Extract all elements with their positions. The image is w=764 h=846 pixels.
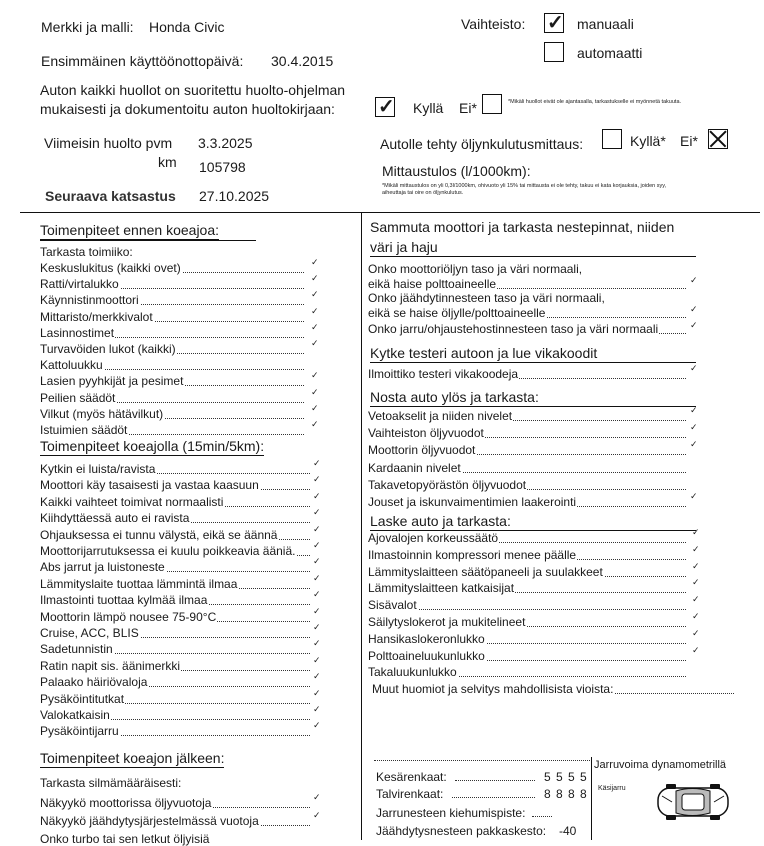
after-subtitle: Tarkasta silmämääräisesti: — [40, 776, 182, 790]
check-mark: ✓ — [313, 704, 321, 714]
check-mark: ✓ — [313, 792, 321, 802]
lower-row — [368, 548, 686, 563]
service-question-line2: mukaisesti ja dokumentoitu auton huoltokirjaan: — [40, 101, 335, 117]
section-engine-fluids-title-1: Sammuta moottori ja tarkasta nestepinnat, niiden — [370, 219, 675, 235]
check-mark: ✓ — [692, 527, 700, 537]
check-mark: ✓ — [313, 671, 321, 682]
check-mark: ✓ — [311, 419, 319, 429]
before-item: Keskuslukitus (kaikki ovet) — [40, 261, 181, 275]
check-mark: ✓ — [311, 338, 319, 348]
lower-row — [368, 615, 686, 630]
lift-item: Jouset ja iskunvaimentimien laakerointi — [368, 495, 577, 509]
tester-item: Ilmoittiko testeri vikakoodeja — [368, 367, 519, 381]
check-mark: ✓ — [313, 556, 321, 567]
check-mark: ✓ — [311, 257, 319, 267]
check-mark: ✓ — [313, 720, 321, 731]
lower-row — [368, 531, 686, 546]
car-top-view-icon — [652, 782, 734, 822]
lower-item: Takaluukunlukko — [368, 665, 457, 680]
winter-tires-value: 8 8 8 8 — [544, 787, 588, 801]
before-row — [40, 391, 304, 406]
lift-row — [368, 426, 686, 441]
make-model-value: Honda Civic — [149, 19, 225, 35]
engine-row — [368, 322, 686, 337]
gearbox-manual-label: manuaali — [577, 16, 634, 32]
check-mark: ✓ — [313, 589, 321, 600]
during-row — [40, 708, 310, 723]
during-item: Ilmastointi tuottaa kylmää ilmaa — [40, 593, 208, 608]
lower-row — [368, 598, 686, 613]
winter-tires-label: Talvirenkaat: — [376, 787, 444, 801]
before-item: Käynnistinmoottori — [40, 293, 139, 308]
before-row — [40, 277, 304, 292]
section-after-test-drive-title: Toimenpiteet koeajon jälkeen: — [40, 750, 225, 766]
before-item: Turvavöiden lukot (kaikki) — [40, 342, 176, 356]
before-row — [40, 261, 304, 276]
during-row — [40, 544, 310, 559]
title-underline — [370, 406, 696, 407]
service-no-checkbox[interactable] — [482, 94, 502, 114]
during-item: Moottorin lämpö nousee 75-90°C — [40, 609, 217, 624]
during-row — [40, 626, 310, 641]
lower-row — [368, 649, 686, 664]
check-mark: ✓ — [690, 363, 698, 373]
during-item: Ohjauksessa ei tunnu välystä, eikä se äännä — [40, 527, 278, 542]
dotted-line — [532, 816, 552, 817]
check-mark: ✓ — [690, 275, 698, 285]
dyno-divider — [591, 757, 592, 840]
engine-item: Onko moottoriöljyn taso ja väri normaali, — [368, 262, 583, 276]
during-row — [40, 692, 310, 707]
title-underline — [40, 240, 256, 241]
oil-result-label: Mittaustulos (l/1000km): — [382, 163, 531, 179]
check-mark: ✓ — [311, 289, 319, 300]
during-item: Pysäköintijarru — [40, 724, 119, 739]
lower-item: Säilytyslokerot ja mukitelineet — [368, 615, 526, 629]
check-mark: ✓ — [311, 321, 319, 332]
horizontal-divider — [20, 212, 760, 213]
lower-item: Hansikaslokeronlukko — [368, 631, 485, 646]
check-mark: ✓ — [692, 611, 700, 621]
check-mark: ✓ — [311, 402, 319, 413]
check-mark: ✓ — [692, 543, 700, 554]
oil-test-no-label: Ei* — [680, 133, 698, 149]
after-item: Näkyykö moottorissa öljyvuotoja — [40, 796, 212, 810]
during-item: Cruise, ACC, BLIS — [40, 626, 139, 640]
check-mark: ✓ — [311, 273, 319, 284]
during-row — [40, 642, 310, 657]
during-row — [40, 511, 310, 526]
check-mark: ✓ — [692, 644, 700, 655]
service-no-label: Ei* — [459, 100, 477, 116]
dotted-line — [452, 797, 535, 798]
lift-row — [368, 478, 686, 493]
next-inspection-label: Seuraava katsastus — [45, 188, 176, 204]
gearbox-auto-checkbox[interactable] — [544, 42, 564, 62]
lift-row — [368, 443, 686, 458]
before-row — [40, 293, 304, 308]
lower-row — [368, 665, 686, 680]
check-mark: ✓ — [690, 491, 698, 501]
before-item: Kattoluukku — [40, 358, 103, 373]
section-during-test-drive-title: Toimenpiteet koeajolla (15min/5km): — [40, 438, 265, 454]
first-registration-value: 30.4.2015 — [271, 53, 334, 69]
section-engine-fluids-title-2: väri ja haju — [370, 239, 438, 255]
tester-row — [368, 367, 686, 382]
during-row — [40, 659, 310, 674]
oil-test-yes-label: Kyllä* — [630, 133, 666, 149]
summer-tires-value: 5 5 5 5 — [544, 770, 588, 784]
during-item: Moottori käy tasaisesti ja vastaa kaasuun — [40, 478, 259, 493]
service-yes-checkbox[interactable] — [375, 97, 395, 117]
check-mark: ✓ — [690, 304, 698, 314]
before-row — [40, 374, 304, 389]
dyno-title: Jarruvoima dynamometrillä — [594, 759, 727, 771]
remarks-label: Muut huomiot ja selvitys mahdollisista vioista: — [372, 682, 614, 696]
service-note: *Mikäli huollot eivät ole ajantasalla, tarkastukselle ei myönnetä takuuta. — [508, 99, 682, 105]
service-yes-label: Kyllä — [413, 100, 444, 116]
check-mark: ✓ — [313, 490, 321, 501]
check-mark: ✓ — [692, 627, 700, 638]
during-item: Lämmityslaite tuottaa lämmintä ilmaa — [40, 576, 238, 591]
check-mark: ✓ — [313, 654, 321, 665]
engine-item: eikä haise polttoaineelle — [368, 277, 497, 291]
before-row — [40, 310, 304, 325]
lower-item: Ajovalojen korkeussäätö — [368, 531, 499, 545]
during-item: Pysäköintitutkat — [40, 691, 125, 706]
check-mark: ✓ — [313, 507, 321, 518]
lift-item: Takavetopyörästön öljyvuodot — [368, 477, 527, 492]
next-inspection-date: 27.10.2025 — [199, 188, 270, 204]
during-row — [40, 593, 310, 608]
lower-item: Polttoaineluukunlukko — [368, 648, 485, 663]
oil-test-no-checkbox[interactable] — [708, 129, 728, 149]
before-item: Lasien pyyhkijät ja pesimet — [40, 374, 184, 389]
before-item: Istuimien säädöt — [40, 423, 128, 437]
oil-test-label: Autolle tehty öljynkulutusmittaus: — [380, 136, 584, 152]
check-mark: ✓ — [313, 810, 321, 820]
before-row — [40, 358, 304, 373]
oil-note: *Mikäli mittaustulos on yli 0,3l/1000km, ohivuoto yli 15% tai mittausta ei ole tehty, takuu ei kata korjauksia, joiden syy, aiheuttaja tai oire on öljynkulutus. — [382, 183, 667, 196]
during-item: Kaikki vaihteet toimivat normaalisti — [40, 494, 224, 509]
during-row — [40, 560, 310, 575]
check-mark: ✓ — [313, 605, 321, 616]
gearbox-label: Vaihteisto: — [461, 16, 526, 32]
engine-item: Onko jarru/ohjaustehostinnesteen taso ja väri normaali — [368, 322, 659, 336]
check-mark: ✓ — [690, 422, 698, 433]
before-row — [40, 342, 304, 357]
during-item: Palaako häiriövaloja — [40, 675, 148, 690]
check-mark: ✓ — [313, 687, 321, 698]
title-underline — [370, 256, 696, 257]
lift-row — [368, 461, 686, 476]
during-item: Moottorijarrutuksessa ei kuulu poikkeavia ääniä. — [40, 544, 296, 558]
km-label: km — [158, 154, 177, 170]
before-item: Mittaristo/merkkivalot — [40, 309, 153, 324]
check-mark: ✓ — [692, 560, 700, 571]
brake-fluid-label: Jarrunesteen kiehumispiste: — [376, 806, 526, 820]
lift-row — [368, 409, 686, 424]
lower-row — [368, 632, 686, 647]
lift-row — [368, 495, 686, 510]
last-service-date: 3.3.2025 — [198, 135, 253, 151]
section-lift-title: Nosta auto ylös ja tarkasta: — [370, 389, 539, 405]
check-mark: ✓ — [690, 320, 698, 330]
check-mark: ✓ — [311, 305, 319, 316]
lift-item: Vetoakselit ja niiden nivelet — [368, 409, 513, 423]
lift-item: Kardaanin nivelet — [368, 460, 461, 475]
gearbox-auto-label: automaatti — [577, 45, 643, 61]
dotted-line — [374, 760, 590, 761]
km-value: 105798 — [199, 159, 246, 175]
lower-item: Sisävalot — [368, 598, 417, 613]
coolant-label: Jäähdytysnesteen pakkaskesto: — [376, 824, 547, 838]
lower-row — [368, 565, 686, 580]
make-model-label: Merkki ja malli: — [41, 19, 134, 35]
remarks-row — [372, 682, 734, 697]
check-mark: ✓ — [690, 439, 698, 450]
section-lower-title: Laske auto ja tarkasta: — [370, 513, 511, 529]
during-row — [40, 675, 310, 690]
engine-row — [368, 306, 686, 321]
during-item: Sadetunnistin — [40, 642, 113, 657]
lower-item: Lämmityslaitteen katkaisijat — [368, 581, 515, 596]
lower-item: Ilmastoinnin kompressori menee päälle — [368, 547, 577, 562]
during-item: Valokatkaisin — [40, 708, 110, 722]
check-mark: ✓ — [313, 458, 321, 468]
before-item: Peilien säädöt — [40, 390, 116, 405]
before-row — [40, 407, 304, 422]
check-mark: ✓ — [311, 370, 319, 381]
check-mark: ✓ — [692, 577, 700, 588]
engine-row — [368, 277, 686, 292]
engine-item: Onko jäähdytinnesteen taso ja väri normaali, — [368, 291, 605, 305]
check-mark: ✓ — [692, 594, 700, 605]
during-row — [40, 577, 310, 592]
dotted-line — [455, 780, 535, 781]
section-tester-title: Kytke testeri autoon ja lue vikakoodit — [370, 345, 598, 361]
oil-test-yes-checkbox[interactable] — [602, 129, 622, 149]
check-mark: ✓ — [313, 523, 321, 534]
last-service-label: Viimeisin huolto pvm — [44, 135, 173, 151]
check-mark: ✓ — [313, 540, 321, 550]
during-item: Abs jarrut ja luistoneste — [40, 560, 165, 575]
during-item: Kytkin ei luista/ravista — [40, 462, 156, 476]
during-row — [40, 478, 310, 493]
before-item: Lasinnostimet — [40, 325, 115, 340]
lift-item: Vaihteiston öljyvuodot — [368, 426, 484, 441]
gearbox-manual-checkbox[interactable] — [544, 13, 564, 33]
after-row — [40, 814, 310, 829]
section-before-test-drive-title: Toimenpiteet ennen koeajoa: — [40, 222, 220, 238]
check-mark: ✓ — [313, 622, 321, 632]
before-subtitle: Tarkasta toimiiko: — [40, 245, 133, 259]
summer-tires-label: Kesärenkaat: — [376, 770, 447, 784]
after-item: Näkyykö jäähdytysjärjestelmässä vuotoja — [40, 814, 259, 828]
check-mark: ✓ — [313, 474, 321, 485]
before-row — [40, 326, 304, 341]
check-mark: ✓ — [690, 405, 698, 415]
coolant-value: -40 — [559, 824, 577, 838]
check-mark: ✓ — [313, 638, 321, 649]
title-underline — [370, 362, 696, 363]
lower-row — [368, 581, 686, 596]
engine-item: eikä se haise öljylle/polttoaineelle — [368, 306, 546, 320]
during-row — [40, 528, 310, 543]
lift-item: Moottorin öljyvuodot — [368, 443, 476, 458]
before-item: Vilkut (myös hätävilkut) — [40, 406, 164, 421]
first-registration-label: Ensimmäinen käyttöönottopäivä: — [41, 53, 244, 69]
after-cut-item: Onko turbo tai sen letkut öljyisiä — [40, 832, 210, 846]
during-row — [40, 495, 310, 510]
after-row — [40, 796, 310, 811]
check-mark: ✓ — [313, 572, 321, 583]
column-divider — [361, 212, 362, 840]
handbrake-label: Käsijarru — [598, 785, 626, 792]
before-item: Ratti/virtalukko — [40, 277, 119, 292]
check-mark: ✓ — [311, 386, 319, 397]
during-row — [40, 610, 310, 625]
during-row — [40, 724, 310, 739]
during-item: Ratin napit sis. äänimerkki — [40, 658, 181, 673]
service-question-line1: Auton kaikki huollot on suoritettu huolto-ohjelman — [40, 82, 346, 98]
before-row — [40, 423, 304, 438]
lower-item: Lämmityslaitteen säätöpaneeli ja suulakkeet — [368, 564, 603, 579]
during-item: Kiihdyttäessä auto ei ravista — [40, 511, 190, 526]
during-row — [40, 462, 310, 477]
